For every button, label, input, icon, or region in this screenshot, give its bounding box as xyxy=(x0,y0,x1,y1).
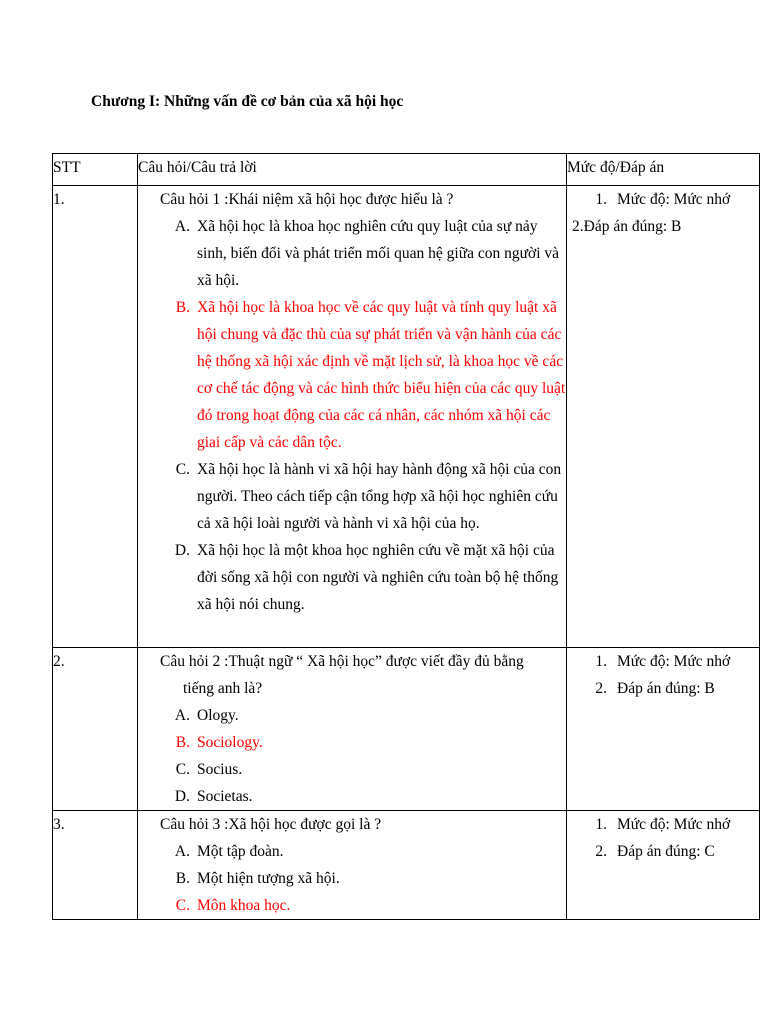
question-heading xyxy=(138,186,566,213)
table-row xyxy=(53,811,760,920)
question-text-continued: tiếng anh là? xyxy=(183,680,263,697)
question-label: Câu hỏi 3 : xyxy=(160,816,229,833)
answer-option-correct xyxy=(138,294,566,456)
option-text: Một hiện tượng xã hội. xyxy=(197,870,340,887)
answer-cell xyxy=(567,811,760,920)
option-letter: B. xyxy=(175,870,190,887)
answer-line xyxy=(567,675,759,702)
level-line xyxy=(567,811,759,838)
level-text: Mức độ: Mức nhớ xyxy=(617,653,731,670)
option-letter: C. xyxy=(175,761,190,778)
row-number: 3. xyxy=(53,811,138,920)
row-number: 1. xyxy=(53,186,138,648)
header-stt: STT xyxy=(53,154,138,186)
question-text: Thuật ngữ “ Xã hội học” được viết đầy đủ bằng xyxy=(228,653,524,670)
list-number: 2. xyxy=(595,843,607,860)
option-letter: A. xyxy=(174,843,190,860)
answer-text: Đáp án đúng: B xyxy=(617,680,715,697)
option-letter: C. xyxy=(175,897,190,914)
option-letter: B. xyxy=(175,734,190,751)
question-text: Khái niệm xã hội học được hiểu là ? xyxy=(228,191,454,208)
list-number: 1. xyxy=(595,653,607,670)
option-text: Sociology. xyxy=(197,734,263,751)
answer-option xyxy=(138,756,566,783)
table-row xyxy=(53,648,760,811)
question-label: Câu hỏi 2 : xyxy=(160,653,229,670)
answer-line xyxy=(567,838,759,865)
answer-option xyxy=(138,838,566,865)
option-letter: B. xyxy=(175,299,190,316)
list-number: 1. xyxy=(595,816,607,833)
level-text: Mức độ: Mức nhớ xyxy=(617,191,731,208)
answer-cell xyxy=(567,648,760,811)
option-letter: D. xyxy=(174,542,190,559)
option-letter: A. xyxy=(174,218,190,235)
answer-option xyxy=(138,702,566,729)
answer-option xyxy=(138,213,566,294)
option-text: Ology. xyxy=(197,707,239,724)
answer-text: Đáp án đúng: C xyxy=(617,843,715,860)
question-cell xyxy=(138,811,567,920)
list-number: 2. xyxy=(595,680,607,697)
answer-option xyxy=(138,865,566,892)
option-text: Societas. xyxy=(197,788,253,805)
level-line xyxy=(567,186,759,213)
chapter-title: Chương I: Những vấn đề cơ bản của xã hội học xyxy=(91,93,404,110)
answer-cell xyxy=(567,186,760,648)
answer-option-correct xyxy=(138,892,566,919)
row-number: 2. xyxy=(53,648,138,811)
level-text: Mức độ: Mức nhớ xyxy=(617,816,731,833)
question-table xyxy=(52,153,760,920)
option-letter: A. xyxy=(174,707,190,724)
list-number: 1. xyxy=(595,191,607,208)
question-text: Xã hội học được gọi là ? xyxy=(228,816,382,833)
header-answer: Mức độ/Đáp án xyxy=(567,154,760,186)
question-heading xyxy=(138,811,566,838)
answer-line: 2.Đáp án đúng: B xyxy=(572,218,682,235)
answer-option xyxy=(138,456,566,537)
option-text: Một tập đoàn. xyxy=(197,843,284,860)
option-letter: D. xyxy=(174,788,190,805)
option-text: Xã hội học là khoa học nghiên cứu quy luật của sự nảy sinh, biến đổi và phát triển mối quan hệ giữa con người và xã hội. xyxy=(197,218,560,289)
answer-option-correct xyxy=(138,729,566,756)
answer-option xyxy=(138,537,566,618)
option-text: Xã hội học là một khoa học nghiên cứu về mặt xã hội của đời sống xã hội con người và nghiên cứu toàn bộ hệ thống xã hội nói chung. xyxy=(197,542,559,613)
level-line xyxy=(567,648,759,675)
question-cell xyxy=(138,648,567,811)
answer-option xyxy=(138,783,566,810)
question-cell xyxy=(138,186,567,648)
table-header-row xyxy=(53,154,760,186)
option-text: Xã hội học là hành vi xã hội hay hành động xã hội của con người. Theo cách tiếp cận tổng hợp xã hội học nghiên cứu cả xã hội loài người và hành vi xã hội của họ. xyxy=(197,461,562,532)
table-row xyxy=(53,186,760,648)
option-text: Môn khoa học. xyxy=(197,897,291,914)
option-text: Xã hội học là khoa học về các quy luật và tính quy luật xã hội chung và đặc thù của sự phát triển và vận hành của các hệ thống xã hội xác định về mặt lịch sử, là khoa học về các cơ chế tác động và các hình thức biểu hiện của các quy luật đó trong hoạt động của các cá nhân, các nhóm xã hội các giai cấp và các dân tộc. xyxy=(197,299,566,451)
question-heading xyxy=(138,648,566,675)
question-label: Câu hỏi 1 : xyxy=(160,191,229,208)
option-text: Socius. xyxy=(197,761,243,778)
header-question: Câu hỏi/Câu trả lời xyxy=(138,154,567,186)
option-letter: C. xyxy=(175,461,190,478)
